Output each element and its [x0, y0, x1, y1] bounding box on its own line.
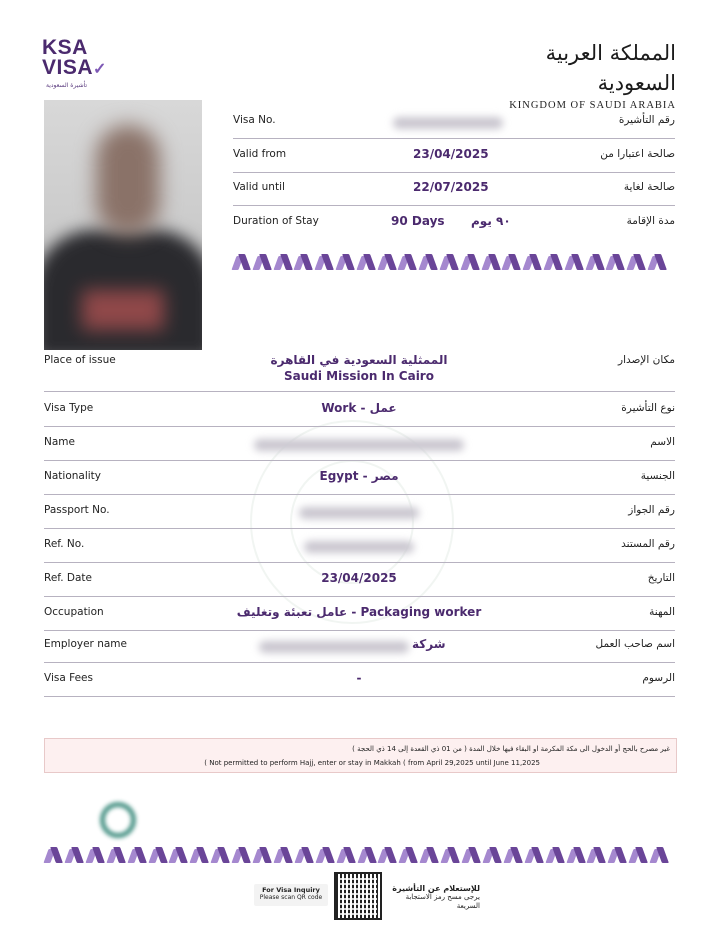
logo-sub: تأشيرة السعودية: [46, 82, 88, 89]
row-visa-fees: [44, 664, 675, 697]
check-mark-icon: [255, 847, 271, 865]
row-employer-name: [44, 630, 675, 663]
check-mark-icon: [234, 847, 250, 865]
check-mark-icon: [192, 847, 208, 865]
ksa-visa-logo: [42, 38, 112, 89]
duration-label: Duration of Stay: [233, 215, 319, 227]
check-mark-icon: [130, 847, 146, 865]
visa-type-value: Work - عمل: [321, 401, 397, 415]
check-mark-icon: [338, 254, 354, 272]
check-mark-icon: [422, 847, 438, 865]
check-mark-icon: [650, 254, 666, 272]
check-mark-icon: [67, 847, 83, 865]
check-mark-icon: [608, 254, 624, 272]
kingdom-emblem: [486, 38, 676, 111]
employer-name-label: Employer name: [44, 638, 127, 650]
check-mark-icon: [442, 254, 458, 272]
digital-seal-icon: [94, 800, 142, 840]
visa-fees-label-ar: الرسوم: [642, 672, 675, 684]
check-mark-icon: [88, 847, 104, 865]
valid-from-label: Valid from: [233, 148, 287, 160]
row-visa-no: [233, 106, 675, 139]
inquiry-en-title: For Visa Inquiry: [262, 886, 320, 894]
applicant-photo: [44, 100, 202, 350]
check-mark-icon: [213, 847, 229, 865]
nationality-value: Egypt - مصر: [319, 469, 399, 483]
inquiry-en-sub: Please scan QR code: [259, 894, 323, 901]
logo-line2: VISA✓: [42, 56, 107, 79]
ref-no-label-ar: رقم المستند: [621, 538, 675, 550]
check-strip-top: [234, 254, 674, 274]
nationality-label: Nationality: [44, 470, 102, 482]
valid-until-label-ar: صالحة لغاية: [623, 181, 675, 193]
check-mark-icon: [569, 847, 585, 865]
row-nationality: [44, 462, 675, 495]
check-mark-icon: [171, 847, 187, 865]
check-mark-icon: [610, 847, 626, 865]
duration-value-en: 90 Days: [391, 214, 445, 228]
visa-type-label: Visa Type: [44, 402, 94, 414]
visa-no-redacted: [393, 117, 503, 129]
name-label-ar: الاسم: [650, 436, 675, 448]
name-redacted: [254, 439, 464, 451]
occupation-value: عامل تعبئة وتغليف - Packaging worker: [236, 605, 482, 619]
check-mark-icon: [234, 254, 250, 272]
check-mark-icon: [359, 254, 375, 272]
check-strip-bottom: [46, 847, 674, 867]
row-ref-no: [44, 530, 675, 563]
check-mark-icon: [525, 254, 541, 272]
ref-date-value: 23/04/2025: [321, 571, 397, 585]
check-mark-icon: [484, 254, 500, 272]
check-mark-icon: [400, 254, 416, 272]
visa-no-label-ar: رقم التأشيرة: [618, 114, 675, 126]
occupation-label: Occupation: [44, 606, 104, 618]
visa-fees-value: -: [356, 671, 362, 685]
check-mark-icon: [276, 847, 292, 865]
place-of-issue-value-ar: الممثلية السعودية في القاهرة: [270, 353, 448, 367]
check-mark-icon: [464, 847, 480, 865]
inquiry-ar: [390, 884, 480, 910]
employer-name-label-ar: اسم صاحب العمل: [595, 638, 675, 650]
employer-name-value: شركة: [412, 637, 446, 651]
place-of-issue-label-ar: مكان الإصدار: [618, 354, 675, 366]
check-mark-icon: [46, 847, 62, 865]
valid-until-label: Valid until: [233, 181, 285, 193]
check-mark-icon: [109, 847, 125, 865]
check-icon: ✓: [93, 61, 107, 78]
check-mark-icon: [360, 847, 376, 865]
place-of-issue-value-en: Saudi Mission In Cairo: [284, 369, 434, 383]
check-mark-icon: [504, 254, 520, 272]
row-name: [44, 428, 675, 461]
check-mark-icon: [631, 847, 647, 865]
passport-no-redacted: [299, 507, 419, 519]
logo-line1: KSA: [42, 36, 88, 59]
ref-no-redacted: [304, 541, 414, 553]
inquiry-ar-title: للإستعلام عن التأشيرة: [392, 884, 480, 893]
check-mark-icon: [485, 847, 501, 865]
visa-inquiry: [254, 872, 480, 920]
check-mark-icon: [463, 254, 479, 272]
check-mark-icon: [297, 847, 313, 865]
ref-no-label: Ref. No.: [44, 538, 85, 550]
check-mark-icon: [318, 847, 334, 865]
passport-no-label-ar: رقم الجواز: [628, 504, 675, 516]
row-duration: [233, 207, 675, 240]
check-mark-icon: [255, 254, 271, 272]
nationality-label-ar: الجنسية: [640, 470, 675, 482]
check-mark-icon: [339, 847, 355, 865]
row-valid-until: [233, 173, 675, 206]
row-visa-type: [44, 394, 675, 427]
valid-from-label-ar: صالحة اعتبارا من: [600, 148, 675, 160]
check-mark-icon: [276, 254, 292, 272]
check-mark-icon: [567, 254, 583, 272]
employer-name-redacted: [259, 641, 409, 653]
check-mark-icon: [629, 254, 645, 272]
check-mark-icon: [546, 254, 562, 272]
check-mark-icon: [296, 254, 312, 272]
duration-value-ar: ٩٠ يوم: [471, 214, 511, 228]
qr-code[interactable]: [334, 872, 382, 920]
check-mark-icon: [317, 254, 333, 272]
passport-no-label: Passport No.: [44, 504, 110, 516]
check-mark-icon: [652, 847, 668, 865]
visa-type-label-ar: نوع التأشيرة: [621, 402, 675, 414]
valid-from-value: 23/04/2025: [413, 147, 489, 161]
check-mark-icon: [548, 847, 564, 865]
visa-no-label: Visa No.: [233, 114, 276, 126]
check-mark-icon: [527, 847, 543, 865]
check-mark-icon: [380, 254, 396, 272]
row-occupation: [44, 598, 675, 631]
place-of-issue-label: Place of issue: [44, 354, 116, 366]
ref-date-label: Ref. Date: [44, 572, 92, 584]
check-mark-icon: [151, 847, 167, 865]
check-mark-icon: [421, 254, 437, 272]
check-mark-icon: [589, 847, 605, 865]
name-label: Name: [44, 436, 75, 448]
row-valid-from: [233, 140, 675, 173]
inquiry-en: [254, 884, 328, 906]
row-place-of-issue: [44, 350, 675, 392]
occupation-label-ar: المهنة: [649, 606, 675, 618]
check-mark-icon: [443, 847, 459, 865]
valid-until-value: 22/07/2025: [413, 180, 489, 194]
hajj-notice: [44, 738, 677, 773]
ref-date-label-ar: التاريخ: [647, 572, 675, 584]
check-mark-icon: [401, 847, 417, 865]
kingdom-name-ar: المملكة العربية السعودية: [545, 41, 676, 95]
notice-ar: غير مصرح بالحج أو الدخول الى مكة المكرمة او البقاء فيها خلال المدة ( من 01 ذي القعدة إلى 14 ذي الحجة ): [352, 745, 670, 753]
visa-fees-label: Visa Fees: [44, 672, 93, 684]
check-mark-icon: [506, 847, 522, 865]
duration-label-ar: مدة الإقامة: [626, 215, 675, 227]
notice-en: ( Not permitted to perform Hajj, enter or stay in Makkah ( from April 29,2025 until June 11,2025: [204, 759, 540, 767]
kingdom-name-en: KINGDOM OF SAUDI ARABIA: [509, 100, 676, 111]
check-mark-icon: [588, 254, 604, 272]
check-mark-icon: [380, 847, 396, 865]
row-passport-no: [44, 496, 675, 529]
inquiry-ar-sub: يرجى مسح رمز الاستجابة السريعة: [405, 893, 480, 910]
row-ref-date: [44, 564, 675, 597]
